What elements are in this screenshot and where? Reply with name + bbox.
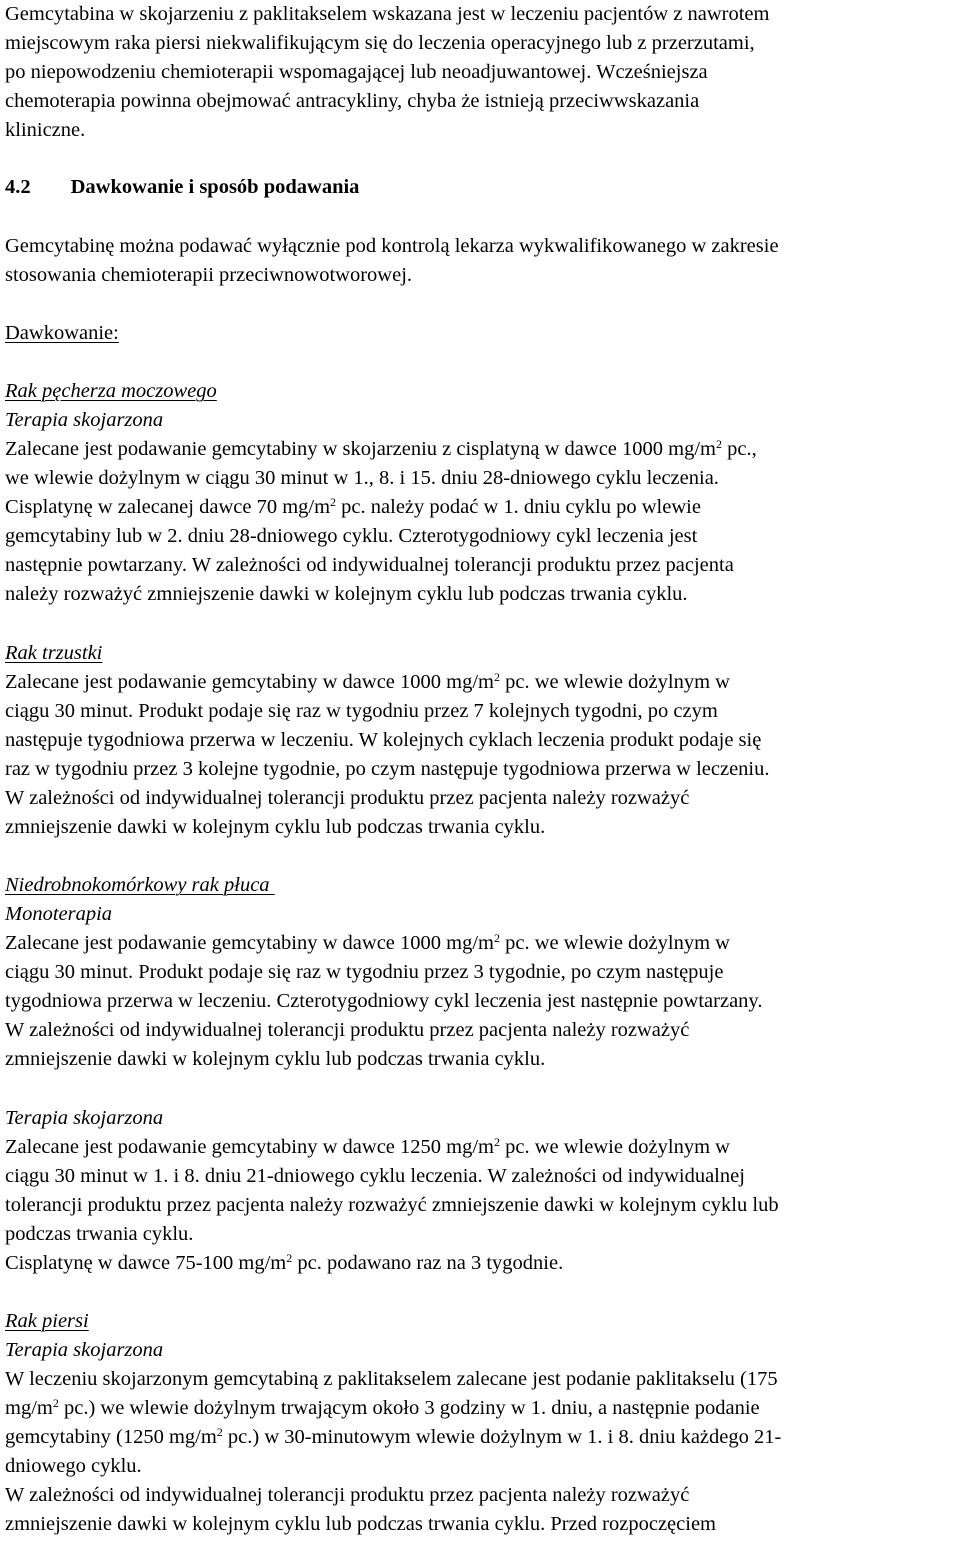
dosing-label: Dawkowanie: (5, 322, 119, 344)
text-line: chemoterapia powinna obejmować antracykliny, chyba że istnieją przeciwwskazania (5, 90, 700, 112)
text-line: Cisplatynę w zalecanej dawce 70 $mg/m^2$ pc. należy podać w 1. dniu cyklu po wlewie (5, 495, 701, 518)
text-line: W zależności od indywidualnej tolerancji produktu przez pacjenta należy rozważyć (5, 1019, 690, 1041)
text-line: W leczeniu skojarzonym gemcytabiną z paklitakselem zalecane jest podanie paklitakselu (175 (5, 1368, 778, 1390)
text-line: Zalecane jest podawanie gemcytabiny w dawce 1000 $mg/m^2$ pc. we wlewie dożylnym w (5, 670, 730, 693)
text-line: ciągu 30 minut. Produkt podaje się raz w tygodniu przez 3 tygodnie, po czym następuje (5, 961, 724, 983)
text-line: kliniczne. (5, 119, 86, 141)
intro-paragraph (5, 0, 960, 145)
text-line: po niepowodzeniu chemioterapii wspomagającej lub neoadjuwantowej. Wcześniejsza (5, 61, 708, 83)
text-line: zmniejszenie dawki w kolejnym cyklu lub podczas trwania cyklu. (5, 816, 546, 838)
text-line: gemcytabiny lub w 2. dniu 28-dniowego cyklu. Czterotygodniowy cykl leczenia jest (5, 525, 698, 547)
subsection-heading: Niedrobnokomórkowy rak płuca (5, 874, 275, 896)
section-title: Dawkowanie i sposób podawania (70, 176, 360, 198)
text-line: ciągu 30 minut w 1. i 8. dniu 21-dniowego cyklu leczenia. W zależności od indywidualnej (5, 1165, 745, 1187)
text-line: następuje tygodniowa przerwa w leczeniu. W kolejnych cyklach leczenia produkt podaje się (5, 729, 762, 751)
section-intro (5, 232, 960, 290)
bladder-section (5, 377, 960, 609)
text-line: $mg/m^2$ pc.) we wlewie dożylnym trwającym około 3 godziny w 1. dniu, a następnie podanie (5, 1396, 760, 1419)
pancreas-section (5, 639, 960, 842)
therapy-heading: Terapia skojarzona (5, 1339, 164, 1361)
text-line: we wlewie dożylnym w ciągu 30 minut w 1., 8. i 15. dniu 28-dniowego cyklu leczenia. (5, 467, 719, 489)
therapy-heading: Terapia skojarzona (5, 409, 164, 431)
text-line: tolerancji produktu przez pacjenta należy rozważyć zmniejszenie dawki w kolejnym cyklu lub (5, 1194, 779, 1216)
therapy-heading: Terapia skojarzona (5, 1107, 164, 1129)
nsclc-combo-section (5, 1104, 960, 1278)
text-line: zmniejszenie dawki w kolejnym cyklu lub podczas trwania cyklu. Przed rozpoczęciem (5, 1513, 716, 1535)
breast-section (5, 1307, 960, 1539)
text-line: raz w tygodniu przez 3 kolejne tygodnie, po czym następuje tygodniowa przerwa w leczeniu. (5, 758, 770, 780)
text-line: zmniejszenie dawki w kolejnym cyklu lub podczas trwania cyklu. (5, 1048, 546, 1070)
text-line: Gemcytabinę można podawać wyłącznie pod kontrolą lekarza wykwalifikowanego w zakresie (5, 235, 779, 257)
nsclc-section (5, 871, 960, 1074)
subsection-heading: Rak piersi (5, 1310, 89, 1332)
text-line: podczas trwania cyklu. (5, 1223, 194, 1245)
text-line: Gemcytabina w skojarzeniu z paklitakselem wskazana jest w leczeniu pacjentów z nawrotem (5, 3, 770, 25)
text-line: następnie powtarzany. W zależności od indywidualnej tolerancji produktu przez pacjenta (5, 554, 734, 576)
text-line: W zależności od indywidualnej tolerancji produktu przez pacjenta należy rozważyć (5, 787, 690, 809)
text-line: gemcytabiny (1250 $mg/m^2$ pc.) w 30-minutowym wlewie dożylnym w 1. i 8. dniu każdego 21- (5, 1425, 782, 1448)
text-line: Zalecane jest podawanie gemcytabiny w skojarzeniu z cisplatyną w dawce 1000 $mg/m^2$ pc., (5, 437, 757, 460)
text-line: ciągu 30 minut. Produkt podaje się raz w tygodniu przez 7 kolejnych tygodni, po czym (5, 700, 718, 722)
text-line: Zalecane jest podawanie gemcytabiny w dawce 1000 $mg/m^2$ pc. we wlewie dożylnym w (5, 931, 730, 954)
subsection-heading: Rak pęcherza moczowego (5, 380, 217, 402)
subsection-heading: Rak trzustki (5, 642, 103, 664)
text-line: W zależności od indywidualnej tolerancji produktu przez pacjenta należy rozważyć (5, 1484, 690, 1506)
section-number: 4.2 (5, 176, 31, 198)
text-line: Zalecane jest podawanie gemcytabiny w dawce 1250 $mg/m^2$ pc. we wlewie dożylnym w (5, 1135, 730, 1158)
text-line: stosowania chemioterapii przeciwnowotworowej. (5, 264, 413, 286)
text-line: należy rozważyć zmniejszenie dawki w kolejnym cyklu lub podczas trwania cyklu. (5, 583, 688, 605)
text-line: miejscowym raka piersi niekwalifikującym się do leczenia operacyjnego lub z przerzutami, (5, 32, 755, 54)
text-line: dniowego cyklu. (5, 1455, 142, 1477)
section-heading (5, 173, 960, 202)
text-line: tygodniowa przerwa w leczeniu. Czterotygodniowy cykl leczenia jest następnie powtarzany. (5, 990, 763, 1012)
therapy-heading: Monoterapia (5, 903, 113, 925)
text-line: Cisplatynę w dawce 75-100 $mg/m^2$ pc. podawano raz na 3 tygodnie. (5, 1251, 564, 1274)
